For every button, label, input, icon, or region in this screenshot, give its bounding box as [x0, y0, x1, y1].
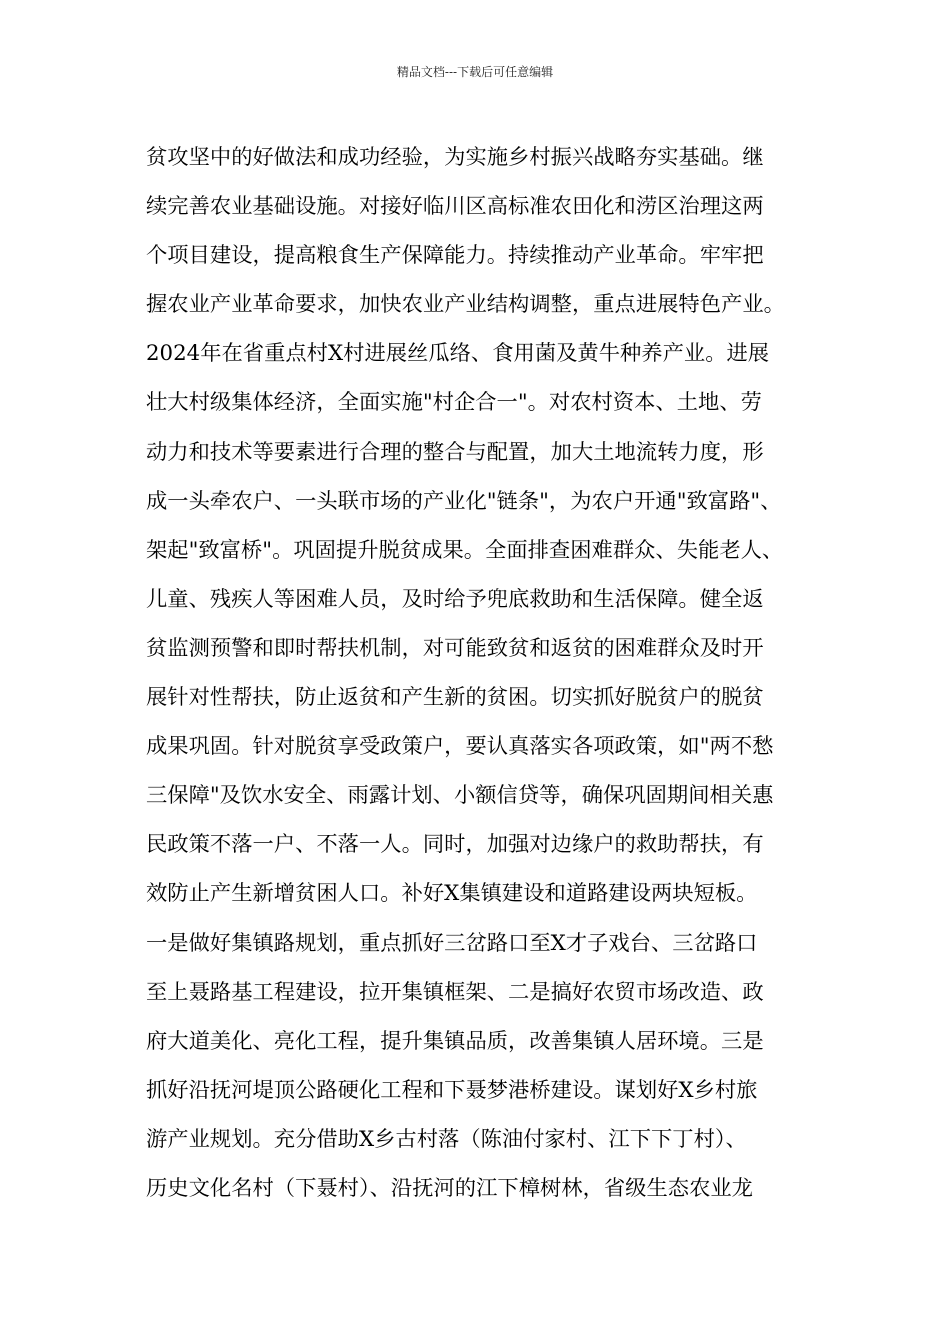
text-line: 一是做好集镇路规划，重点抓好三岔路口至X才子戏台、三岔路口: [146, 930, 758, 956]
text-line: 个项目建设，提高粮食生产保障能力。持续推动产业革命。牢牢把: [146, 243, 764, 269]
text-line: 府大道美化、亮化工程，提升集镇品质，改善集镇人居环境。三是: [146, 1028, 764, 1054]
text-line: 动力和技术等要素进行合理的整合与配置，加大土地流转力度，形: [146, 439, 764, 465]
text-line: 架起"致富桥"。巩固提升脱贫成果。全面排查困难群众、失能老人、: [146, 537, 784, 563]
text-line: 成果巩固。针对脱贫享受政策户，要认真落实各项政策，如"两不愁: [146, 734, 774, 760]
page-header: 精品文档---下载后可任意编辑: [396, 65, 554, 79]
text-line: 贫监测预警和即时帮扶机制，对可能致贫和返贫的困难群众及时开: [146, 635, 764, 661]
text-line: 握农业产业革命要求，加快农业产业结构调整，重点进展特色产业。: [146, 292, 785, 318]
text-line: 续完善农业基础设施。对接好临川区高标准农田化和涝区治理这两: [146, 194, 764, 220]
text-line: 成一头牵农户、一头联市场的产业化"链条"，为农户开通"致富路"、: [146, 488, 782, 514]
text-line: 民政策不落一户、不落一人。同时，加强对边缘户的救助帮扶，有: [146, 832, 764, 858]
body-text: [146, 133, 806, 1213]
text-line: 展针对性帮扶，防止返贫和产生新的贫困。切实抓好脱贫户的脱贫: [146, 685, 764, 711]
text-line: 贫攻坚中的好做法和成功经验，为实施乡村振兴战略夯实基础。继: [146, 145, 764, 170]
text-line: 2024年在省重点村X村进展丝瓜络、食用菌及黄牛种养产业。进展: [146, 341, 770, 367]
text-line: 历史文化名村（下聂村）、沿抚河的江下樟树林，省级生态农业龙: [146, 1175, 753, 1201]
text-line: 三保障"及饮水安全、雨露计划、小额信贷等，确保巩固期间相关惠: [146, 783, 774, 809]
text-line: 效防止产生新增贫困人口。补好X集镇建设和道路建设两块短板。: [146, 881, 758, 907]
text-line: 游产业规划。充分借助X乡古村落（陈油付家村、江下下丁村）、: [146, 1126, 747, 1152]
text-line: 抓好沿抚河堤顶公路硬化工程和下聂梦港桥建设。谋划好X乡村旅: [146, 1077, 758, 1103]
text-line: 儿童、残疾人等困难人员，及时给予兜底救助和生活保障。健全返: [146, 586, 764, 612]
text-line: 壮大村级集体经济，全面实施"村企合一"。对农村资本、土地、劳: [146, 390, 762, 416]
text-line: 至上聂路基工程建设，拉开集镇框架、二是搞好农贸市场改造、政: [146, 979, 764, 1005]
